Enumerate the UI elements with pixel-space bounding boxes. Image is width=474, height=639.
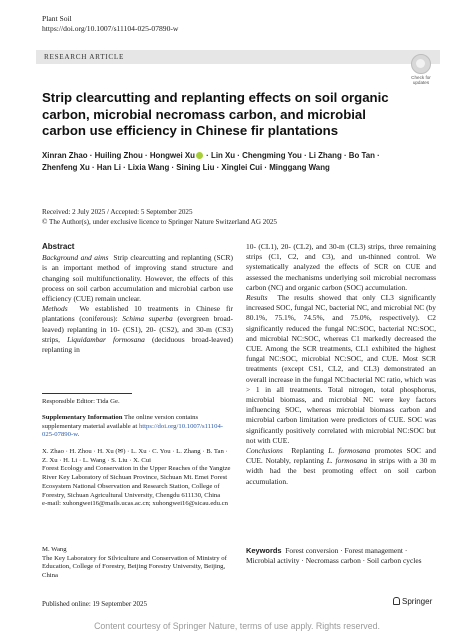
supplementary-end: . <box>77 431 80 439</box>
results-label: Results <box>246 293 268 303</box>
results-text: The results showed that only CL3 significantly increased SOC, fungal NC, bacterial NC, and microbial NC (by 80.1%, 75.1%, 74.5%, and 75.0%, respectively). C2 significantly reduced the fungal NC:SOC, bacterial NC:SOC, and microbial NC:SOC, whereas C1 markedly decreased the CUE. Among the SCR treatments, CL1 exhibited the highest fungal NC:SOC, microbial NC:SOC, and CUE. Most SCR treatments (except CS1, CL2, and CL3) demonstrated an overall increase in the fungal NC:bacterial NC ratio, which was > 1 in all treatments. Total nitrogen, total phosphorus, microbial biomass, and microbial NC were key factors influencing SOC, whereas microbial biomass carbon and microbial carbon limitation were predictors of CUE. SOC was significantly positively correlated with microbial NC:SOC but not with CUE. <box>246 293 437 445</box>
conclusions-label: Conclusions <box>246 446 283 456</box>
authors-line1-b: · Lin Xu · Chengming You · Li Zhang · Bo Tan · <box>203 151 380 160</box>
check-updates-line1: Check for <box>411 75 431 80</box>
courtesy-footer: Content courtesy of Springer Nature, terms of use apply. Rights reserved. <box>94 621 380 631</box>
published-online: Published online: 19 September 2025 <box>42 600 147 608</box>
journal-name: Plant Soil <box>42 14 72 23</box>
check-for-updates-badge[interactable] <box>404 54 438 88</box>
responsible-editor: Responsible Editor: Tida Ge. <box>42 398 120 405</box>
conclusions-text-2: promotes SOC and CUE. Notably, replanting <box>246 446 436 466</box>
supplementary-info <box>42 414 233 440</box>
affiliation-2 <box>42 546 233 581</box>
publisher-logo <box>393 597 432 606</box>
methods-continued: 10- (CL1), 20- (CL2), and 30-m (CL3) strips, three remaining strips (C1, C2, and C3), and un-thinned control. We systematically analyzed the effects of SCR on CUE and assessed the mechanisms underlying soil microbial necromass carbon (NC) and organic carbon (SOC) accumulation. <box>246 242 436 292</box>
affiliation-2-names: M. Wang <box>42 546 67 553</box>
journal-header <box>42 14 178 34</box>
supplementary-text: The online version contains supplementary material available at <box>42 414 199 430</box>
authors-line1-a: Xinran Zhao · Huiling Zhou · Hongwei Xu <box>42 151 195 160</box>
affiliation-2-body: The Key Laboratory for Silviculture and Conservation of Ministry of Education, College of Forestry, Beijing Forestry University, Beijing, China <box>42 554 227 580</box>
methods-species-2: Liquidambar formosana <box>67 334 145 344</box>
journal-doi-link[interactable]: https://doi.org/10.1007/s11104-025-07890-w <box>42 24 179 33</box>
footnote-rule <box>42 393 132 394</box>
article-dates <box>42 207 277 227</box>
keywords <box>246 546 436 567</box>
keywords-text: Forest conversion · Forest management · Microbial activity · Necromass carbon · Soil carbon cycles <box>246 546 422 566</box>
background-text: Strip clearcutting and replanting (SCR) is an important method of improving stand structure and changing soil multifunctionality. However, the effects of this process on soil carbon accumulation and microbial carbon use efficiency (CUE) remain unclear. <box>42 253 233 304</box>
affiliation-1-email[interactable]: e-mail: xuhongwei16@mails.ucas.ac.cn; xuhongwei16@sicau.edu.cn <box>42 500 228 508</box>
methods-text-1: We established 10 treatments in Chinese fir plantations (coniferous): <box>42 304 234 324</box>
copyright: © The Author(s), under exclusive licence to Springer Nature Switzerland AG 2025 <box>42 218 277 226</box>
abstract-heading: Abstract <box>42 242 75 251</box>
methods-label: Methods <box>42 304 68 314</box>
article-type-band <box>36 50 440 64</box>
springer-horse-icon <box>393 597 400 605</box>
received-accepted: Received: 2 July 2025 / Accepted: 5 September 2025 <box>42 208 193 216</box>
supplementary-label: Supplementary Information <box>42 414 123 421</box>
abstract-methods <box>42 304 233 355</box>
check-updates-line2: updates <box>412 80 430 86</box>
affiliation-1-body: Forest Ecology and Conservation in the Upper Reaches of the Yangtze River Key Laboratory of Sichuan Province, Sichuan Mt. Emei Forest Ecosystem National Observation and Research Station, College of Forestry, Sichuan Agricultural University, Chengdu 611130, China <box>42 465 231 499</box>
orcid-icon[interactable] <box>196 152 203 159</box>
abstract-left-column <box>42 242 233 355</box>
methods-species-1: Schima superba <box>122 314 173 324</box>
conclusions-species-2: L. formosana <box>326 456 368 466</box>
abstract-right-column <box>246 242 436 487</box>
methods-text-2: (evergreen broad-leaved) replanting in 10- (CS1), 20- (CS2), and 30-m (CS3) strips, <box>42 314 233 344</box>
conclusions-text-1: Replanting <box>291 446 329 456</box>
affiliation-1 <box>42 448 233 509</box>
check-updates-icon <box>411 54 431 74</box>
abstract-background <box>42 253 233 304</box>
article-type: RESEARCH ARTICLE <box>44 53 125 61</box>
supplementary-link[interactable]: https://doi.org/10.1007/s11104-025-07890-w <box>42 422 224 439</box>
author-list <box>42 150 422 174</box>
abstract-conclusions <box>246 446 436 487</box>
methods-text-3: (deciduous broad-leaved) replanting in <box>42 334 233 355</box>
article-title: Strip clearcutting and replanting effects on soil organic carbon, microbial necromass carbon, and microbial carbon use efficiency in Chinese fir plantations <box>42 90 389 138</box>
authors-line2: Zhenfeng Xu · Han Li · Lixia Wang · Sining Liu · Xinglei Cui · Minggang Wang <box>42 163 330 172</box>
affiliation-1-names: X. Zhao · H. Zhou · H. Xu (✉) · L. Xu · C. You · L. Zhang · B. Tan · Z. Xu · H. Li · L. Wang · S. Liu · X. Cui <box>42 448 228 464</box>
conclusions-species-1: L. formosana <box>328 446 371 456</box>
publisher-name: Springer <box>402 597 433 606</box>
background-label: Background and aims <box>42 253 109 263</box>
abstract-results <box>246 293 436 446</box>
conclusions-text-3: in strips with a 30 m width had the best promoting effect on soil carbon accumulation. <box>246 456 436 486</box>
keywords-label: Keywords <box>246 546 282 555</box>
